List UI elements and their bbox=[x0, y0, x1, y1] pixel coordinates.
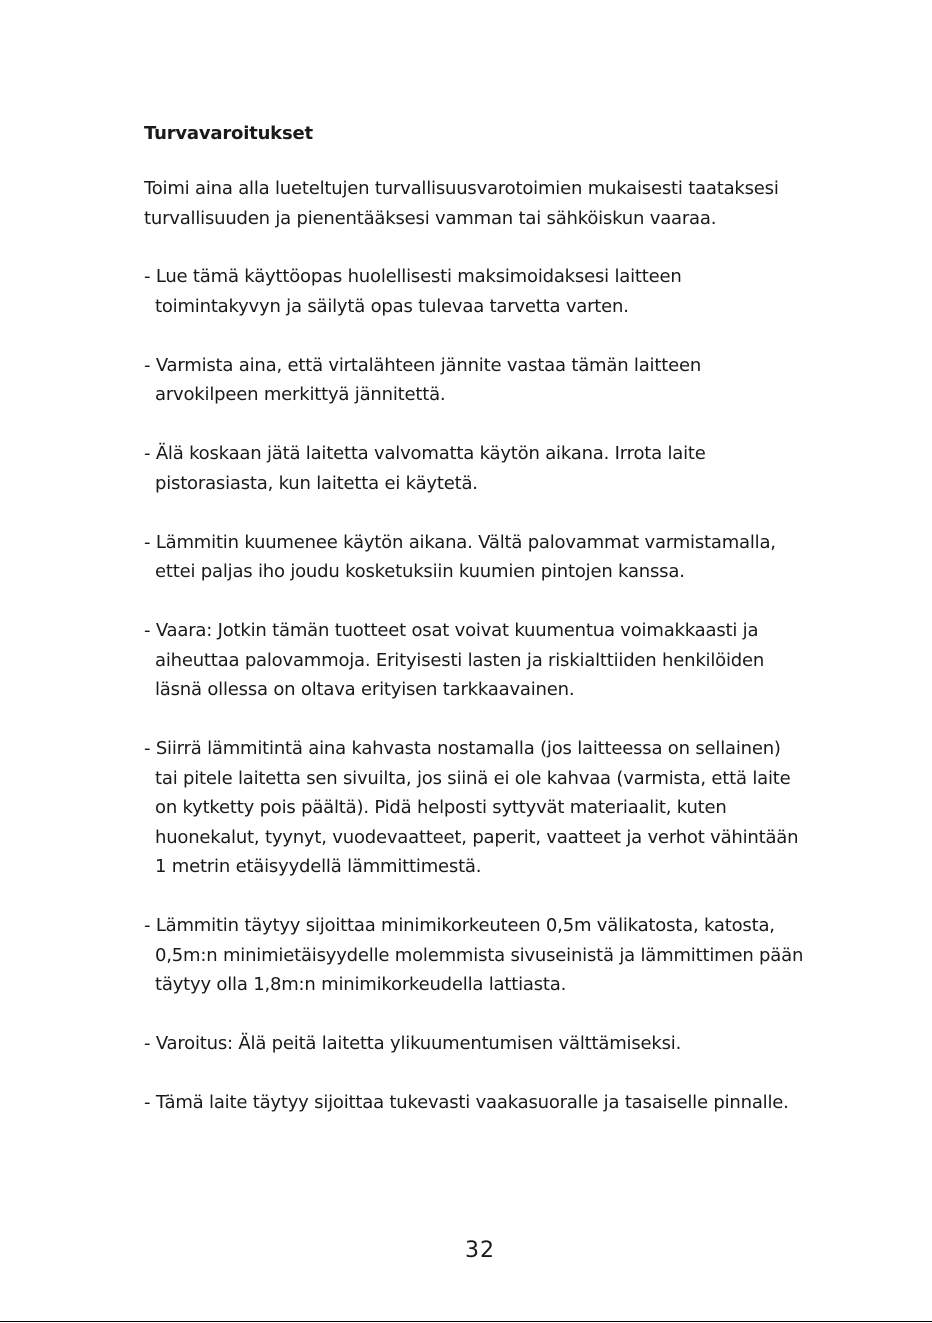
warning-item-8: - Varoitus: Älä peitä laitetta ylikuumentumisen välttämiseksi. bbox=[144, 1033, 682, 1054]
warning-item-7: - Lämmitin täytyy sijoittaa minimikorkeuteen 0,5m välikatosta, katosta, 0,5m:n minimietäisyydelle molemmista sivuseinistä ja lämmittimen pään täytyy olla 1,8m:n minimikorkeudella lattiasta. bbox=[144, 915, 804, 995]
warning-item-3: - Älä koskaan jätä laitetta valvomatta käytön aikana. Irrota laite pistorasiasta, kun laitetta ei käytetä. bbox=[144, 443, 706, 494]
warning-item-9: - Tämä laite täytyy sijoittaa tukevasti vaakasuoralle ja tasaiselle pinnalle. bbox=[144, 1092, 789, 1113]
intro-paragraph: Toimi aina alla lueteltujen turvallisuusvarotoimien mukaisesti taataksesi turvallisuuden ja pienentääksesi vamman tai sähköiskun vaaraa. bbox=[144, 178, 779, 229]
warning-item-6: - Siirrä lämmitintä aina kahvasta nostamalla (jos laitteessa on sellainen) tai pitele laitetta sen sivuilta, jos siinä ei ole kahvaa (varmista, että laite on kytketty pois päältä). Pidä helposti syttyvät materiaalit, kuten huonekalut, tyynyt, vuodevaatteet, paperit, vaatteet ja verhot vähintään 1 metrin etäisyydellä lämmittimestä. bbox=[144, 738, 799, 877]
warning-item-1: - Lue tämä käyttöopas huolellisesti maksimoidaksesi laitteen toimintakyvyn ja säilytä opas tulevaa tarvetta varten. bbox=[144, 266, 682, 317]
page-number: 32 bbox=[465, 1238, 495, 1263]
page-content bbox=[144, 121, 804, 1147]
page-bottom-divider bbox=[0, 1321, 932, 1322]
warning-item-2: - Varmista aina, että virtalähteen jännite vastaa tämän laitteen arvokilpeen merkittyä jännitettä. bbox=[144, 354, 702, 405]
section-title: Turvavaroitukset bbox=[144, 123, 313, 144]
warning-list bbox=[144, 262, 804, 1118]
warning-item-4: - Lämmitin kuumenee käytön aikana. Vältä palovammat varmistamalla, ettei paljas iho joudu kosketuksiin kuumien pintojen kanssa. bbox=[144, 531, 776, 582]
warning-item-5: - Vaara: Jotkin tämän tuotteet osat voivat kuumentua voimakkaasti ja aiheuttaa palovammoja. Erityisesti lasten ja riskialttiiden henkilöiden läsnä ollessa on oltava erityisen tarkkaavainen. bbox=[144, 620, 765, 700]
